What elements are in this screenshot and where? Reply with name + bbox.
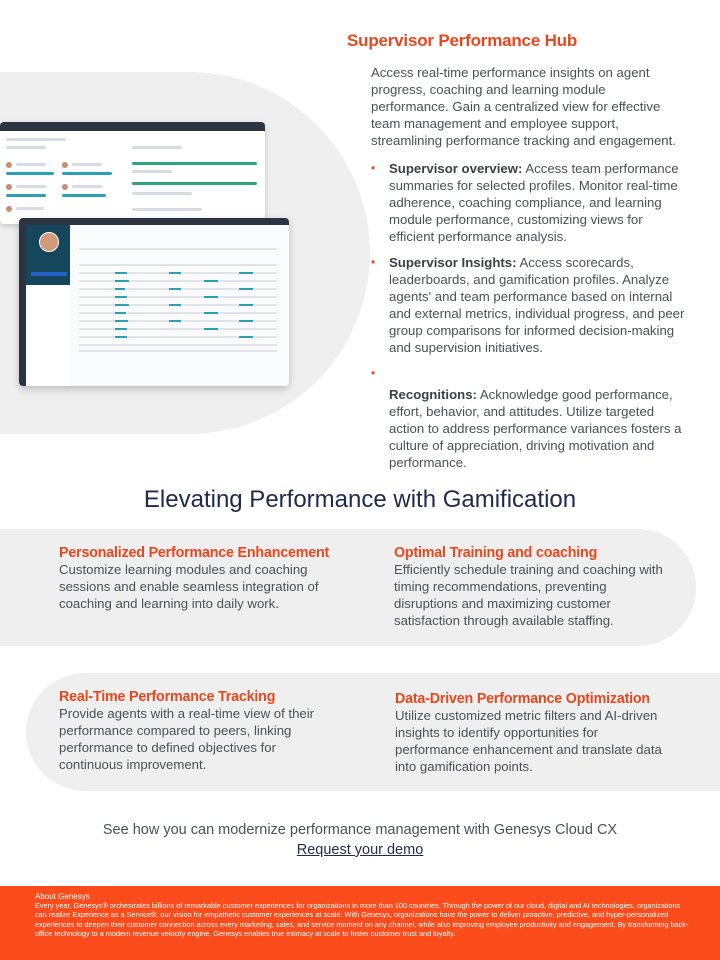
card-text: Utilize customized metric filters and AI-driven insights to identify opportunities for performance enhancement and translate data into gamification points. bbox=[395, 708, 662, 774]
footer-title: About Genesys bbox=[35, 892, 90, 901]
card-data-driven-optimization bbox=[395, 691, 670, 775]
dashboard-screenshot-insights bbox=[19, 218, 289, 386]
bullet-icon: • bbox=[371, 161, 376, 175]
bullet-supervisor-overview bbox=[371, 160, 687, 245]
hub-intro: Access real-time performance insights on agent progress, coaching and learning module performance. Gain a centralized view for effective team management and employee support, streamlining performance tracking and engagement. bbox=[371, 65, 676, 148]
agent-avatar bbox=[39, 232, 59, 252]
bullet-text: Access scorecards, leaderboards, and gamification profiles. Analyze agents' and team performance based on internal and external metrics, individual progress, and peer group comparisons for informed decision-making and supervision initiatives. bbox=[389, 255, 685, 355]
cta-text: See how you can modernize performance management with Genesys Cloud CX bbox=[102, 822, 618, 838]
card-text: Provide agents with a real-time view of their performance compared to peers, linking performance to defined objectives for continuous improvement. bbox=[59, 706, 315, 772]
card-optimal-training bbox=[394, 545, 669, 629]
card-title: Real-Time Performance Tracking bbox=[59, 689, 276, 705]
hub-title: Supervisor Performance Hub bbox=[347, 31, 578, 50]
card-title: Data-Driven Performance Optimization bbox=[395, 691, 650, 707]
card-personalized-performance bbox=[59, 545, 349, 612]
bullet-icon: • bbox=[371, 255, 376, 269]
bullet-empty bbox=[371, 365, 687, 382]
card-real-time-tracking bbox=[59, 689, 329, 773]
dashboard-screenshot-overview bbox=[0, 122, 265, 224]
request-demo-link[interactable]: Request your demo bbox=[296, 842, 424, 858]
hub-bullet-list bbox=[371, 160, 687, 480]
section-title: Elevating Performance with Gamification bbox=[143, 486, 577, 513]
bullet-text: Acknowledge good performance, effort, behavior, and attitudes. Utilize targeted action to address performance variances fosters a culture of appreciation, driving motivation and performance. bbox=[389, 387, 682, 470]
card-text: Efficiently schedule training and coaching with timing recommendations, preventing disruptions and maximizing customer satisfaction through available staffing. bbox=[394, 562, 663, 628]
footer bbox=[0, 886, 720, 960]
bullet-text: Access team performance summaries for selected profiles. Monitor real-time adherence, coaching compliance, and learning module performance, customizing views for efficient performance analysis. bbox=[389, 161, 679, 244]
bullet-label: Recognitions: bbox=[389, 387, 477, 402]
bullet-supervisor-insights bbox=[371, 254, 687, 356]
card-title: Optimal Training and coaching bbox=[394, 545, 598, 561]
card-text: Customize learning modules and coaching sessions and enable seamless integration of coaching and learning into daily work. bbox=[59, 562, 319, 611]
footer-text: Every year, Genesys® orchestrates billions of remarkable customer experiences for organizations in more than 100 countries. Through the power of our cloud, digital and AI technologies, organizations can realize Experience as a Service®, our vision for empathetic customer experiences at scale. With Genesys, organizations have the power to deliver proactive, predictive, and hyper-personalized experiences to deepen their customer connection across every marketing, sales, and service moment on any channel, while also improving employee productivity and engagement. By transforming back-office technology to a modern revenue velocity engine, Genesys enables true intimacy at scale to foster customer trust and loyalty. bbox=[35, 901, 689, 939]
bullet-label: Supervisor Insights: bbox=[389, 255, 517, 270]
bullet-icon: • bbox=[371, 366, 376, 380]
bullet-recognitions bbox=[371, 386, 687, 471]
card-title: Personalized Performance Enhancement bbox=[59, 545, 330, 561]
bullet-label: Supervisor overview: bbox=[389, 161, 523, 176]
